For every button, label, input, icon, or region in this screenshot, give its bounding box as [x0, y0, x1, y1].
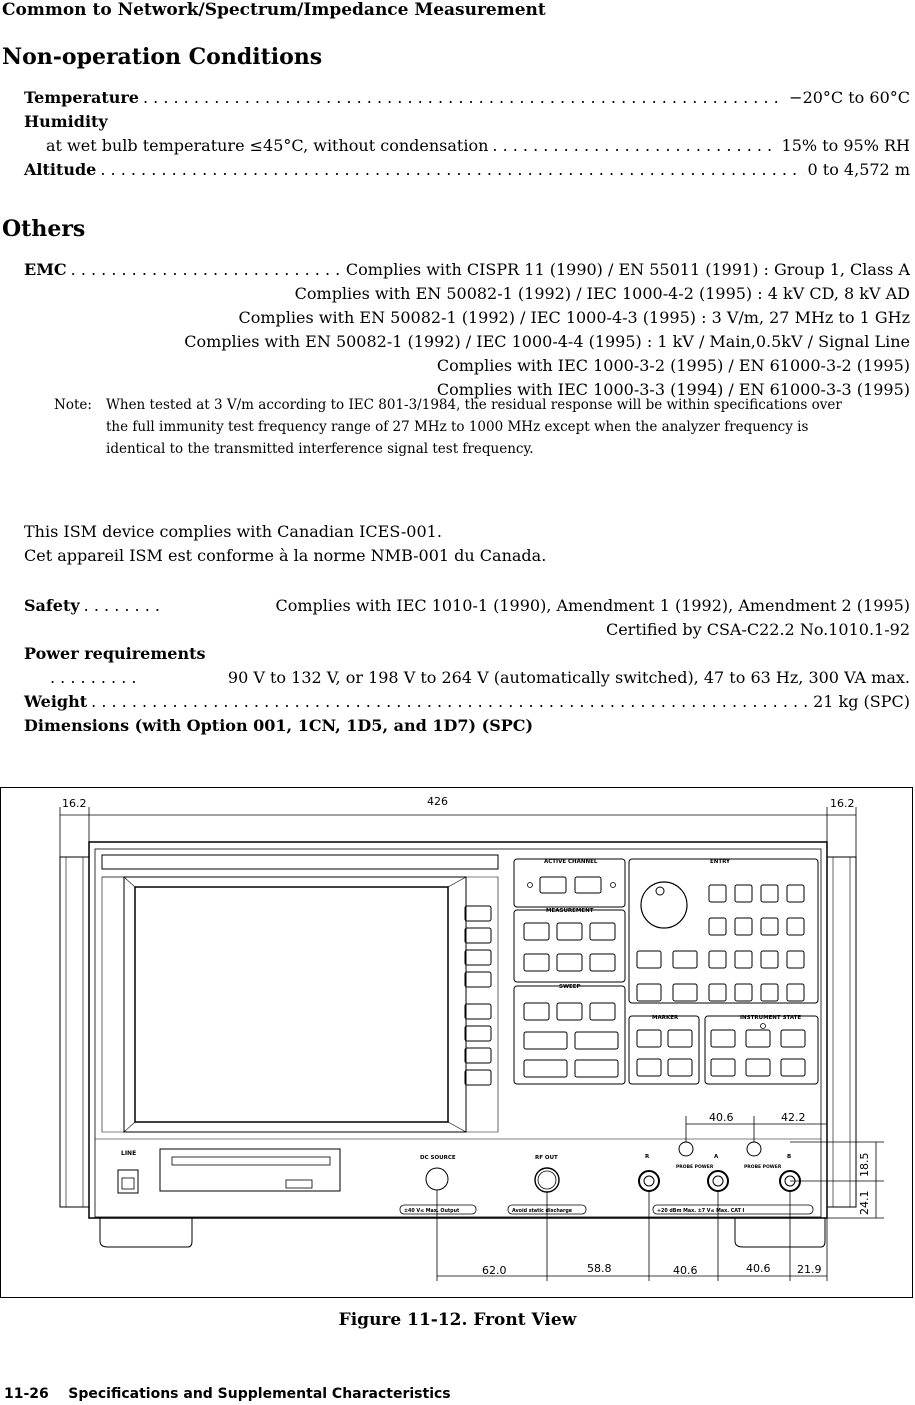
softkeys [465, 906, 491, 1085]
dim-left-margin: 16.2 [62, 797, 87, 810]
dim-probe-edge: 42.2 [781, 1111, 806, 1124]
ism-english: This ISM device complies with Canadian ICES-001. [24, 522, 442, 541]
emc-line-1: Complies with CISPR 11 (1990) / EN 55011 (1991) : Group 1, Class A [345, 260, 910, 279]
note-label: Note: [54, 397, 92, 413]
figure-caption: Figure 11-12. Front View [338, 1310, 577, 1330]
svg-text:Avoid static discharge: Avoid static discharge [512, 1209, 573, 1214]
svg-text:±40 V≤ Max. Output: ±40 V≤ Max. Output [404, 1209, 460, 1214]
power-value: 90 V to 132 V, or 198 V to 264 V (automatically switched), 47 to 63 Hz, 300 VA max. [227, 668, 910, 687]
emc-row [24, 260, 910, 279]
emc-line-5: Complies with IEC 1000-3-2 (1995) / EN 61000-3-2 (1995) [436, 356, 910, 375]
instrument-state-panel [705, 1016, 818, 1084]
weight-value: 21 kg (SPC) [813, 692, 910, 711]
temperature-row [24, 88, 910, 107]
leader-dots [100, 160, 803, 179]
leader-dots [71, 260, 342, 279]
indicator-led [761, 1024, 766, 1029]
right-foot [735, 1218, 825, 1247]
humidity-label: Humidity [24, 112, 108, 131]
power-label: Power requirements [24, 644, 206, 663]
dc-source-label: DC SOURCE [420, 1155, 456, 1161]
temperature-label: Temperature [24, 88, 139, 107]
eject-button [286, 1180, 312, 1188]
instrument-state-keys [711, 1030, 805, 1076]
probe-power-1 [679, 1142, 693, 1156]
weight-label: Weight [24, 692, 88, 711]
dim-port-height-2: 24.1 [858, 1190, 871, 1215]
note-line-3: identical to the transmitted interference signal test frequency. [106, 441, 534, 457]
front-view-figure [0, 787, 913, 1298]
others-title: Others [2, 216, 86, 242]
weight-row [24, 692, 910, 711]
left-rail [60, 857, 89, 1207]
measurement-label: MEASUREMENT [546, 908, 594, 914]
dimensions-label: Dimensions (with Option 001, 1CN, 1D5, and 1D7) (SPC) [24, 716, 534, 735]
probe-dimension-lines [686, 1116, 884, 1218]
altitude-label: Altitude [24, 160, 97, 179]
svg-text:+20 dBm Max. ±7 V≤ Max. CA: +20 dBm Max. ±7 V≤ Max. CAT I [657, 1209, 745, 1214]
emc-label: EMC [24, 260, 67, 279]
emc-line-6: Complies with IEC 1000-3-3 (1994) / EN 61000-3-3 (1995) [436, 380, 910, 399]
leader-dots [143, 88, 785, 107]
dim-bottom-5: 21.9 [797, 1263, 822, 1276]
entry-keys [637, 885, 804, 1001]
right-rail [827, 857, 856, 1207]
humidity-value: 15% to 95% RH [781, 136, 910, 155]
safety-row [24, 596, 910, 615]
instrument-state-label: INSTRUMENT STATE [740, 1015, 802, 1021]
screen-bezel [124, 877, 466, 1132]
safety-cert: Certified by CSA-C22.2 No.1010.1-92 [605, 620, 910, 639]
note-line-2: the full immunity test frequency range of 27 MHz to 1000 MHz except when the analyzer frequency is [106, 419, 809, 435]
temperature-value: −20°C to 60°C [789, 88, 910, 107]
power-row [46, 668, 910, 687]
humidity-desc: at wet bulb temperature ≤45°C, without condensation [46, 136, 489, 155]
measurement-keys [524, 923, 615, 971]
safety-value: Complies with IEC 1010-1 (1990), Amendment 1 (1992), Amendment 2 (1995) [275, 596, 910, 615]
floppy-drive [160, 1149, 340, 1191]
dim-right-margin: 16.2 [830, 797, 855, 810]
dim-probe-spacing: 40.6 [709, 1111, 734, 1124]
ism-french: Cet appareil ISM est conforme à la norme NMB-001 du Canada. [24, 546, 547, 565]
marker-keys [637, 1030, 692, 1076]
floppy-slot [172, 1157, 330, 1165]
dim-bottom-4: 40.6 [746, 1262, 771, 1275]
humidity-row [46, 136, 910, 155]
port-a-label: A [714, 1154, 719, 1160]
note-line-1: When tested at 3 V/m according to IEC 801-3/1984, the residual response will be within specifications over [106, 397, 842, 413]
altitude-row [24, 160, 910, 179]
page-footer: 11-26 Specifications and Supplemental Characteristics [4, 1386, 451, 1402]
active-channel-label: ACTIVE CHANNEL [544, 859, 598, 865]
leader-dots [50, 668, 138, 687]
port-a-connector [708, 1171, 728, 1191]
dim-bottom-2: 58.8 [587, 1262, 612, 1275]
probe-power-2-label: PROBE POWER [744, 1165, 782, 1170]
non-op-title: Non-operation Conditions [2, 44, 323, 70]
marker-label: MARKER [652, 1015, 679, 1021]
dim-bottom-3: 40.6 [673, 1264, 698, 1277]
emc-line-3: Complies with EN 50082-1 (1992) / IEC 1000-4-3 (1995) : 3 V/m, 27 MHz to 1 GHz [238, 308, 910, 327]
altitude-value: 0 to 4,572 m [807, 160, 910, 179]
knob-dimple [656, 887, 664, 895]
port-r-label: R [645, 1154, 650, 1160]
rotary-knob [641, 882, 687, 928]
marker-panel [629, 1016, 699, 1084]
figure-frame [1, 788, 913, 1298]
sweep-panel [514, 986, 625, 1084]
entry-label: ENTRY [710, 859, 731, 865]
sweep-keys [524, 1003, 618, 1077]
sweep-label: SWEEP [559, 984, 581, 990]
safety-label: Safety [24, 596, 80, 615]
page-header: Common to Network/Spectrum/Impedance Measurement [2, 0, 546, 20]
dim-port-height-1: 18.5 [858, 1152, 871, 1177]
dim-width: 426 [427, 795, 448, 808]
left-foot [100, 1218, 192, 1247]
rf-out-connector [535, 1168, 559, 1192]
emc-line-4: Complies with EN 50082-1 (1992) / IEC 1000-4-4 (1995) : 1 kV / Main,0.5kV / Signal Line [184, 332, 910, 351]
probe-power-1-label: PROBE POWER [676, 1165, 714, 1170]
line-label: LINE [121, 1150, 137, 1157]
emc-line-2: Complies with EN 50082-1 (1992) / IEC 1000-4-2 (1995) : 4 kV CD, 8 kV AD [294, 284, 910, 303]
dim-bottom-1: 62.0 [482, 1264, 507, 1277]
leader-dots [84, 596, 164, 615]
port-b-label: B [787, 1154, 792, 1160]
entry-panel [629, 859, 818, 1003]
dc-source-connector [426, 1168, 448, 1190]
rf-out-label: RF OUT [535, 1155, 558, 1161]
top-dimension-lines [60, 807, 856, 882]
top-strip [102, 855, 498, 869]
probe-power-2 [747, 1142, 761, 1156]
port-r-connector [639, 1171, 659, 1191]
leader-dots [91, 692, 809, 711]
lcd-screen [135, 887, 448, 1122]
leader-dots [492, 136, 777, 155]
power-switch [118, 1170, 138, 1193]
